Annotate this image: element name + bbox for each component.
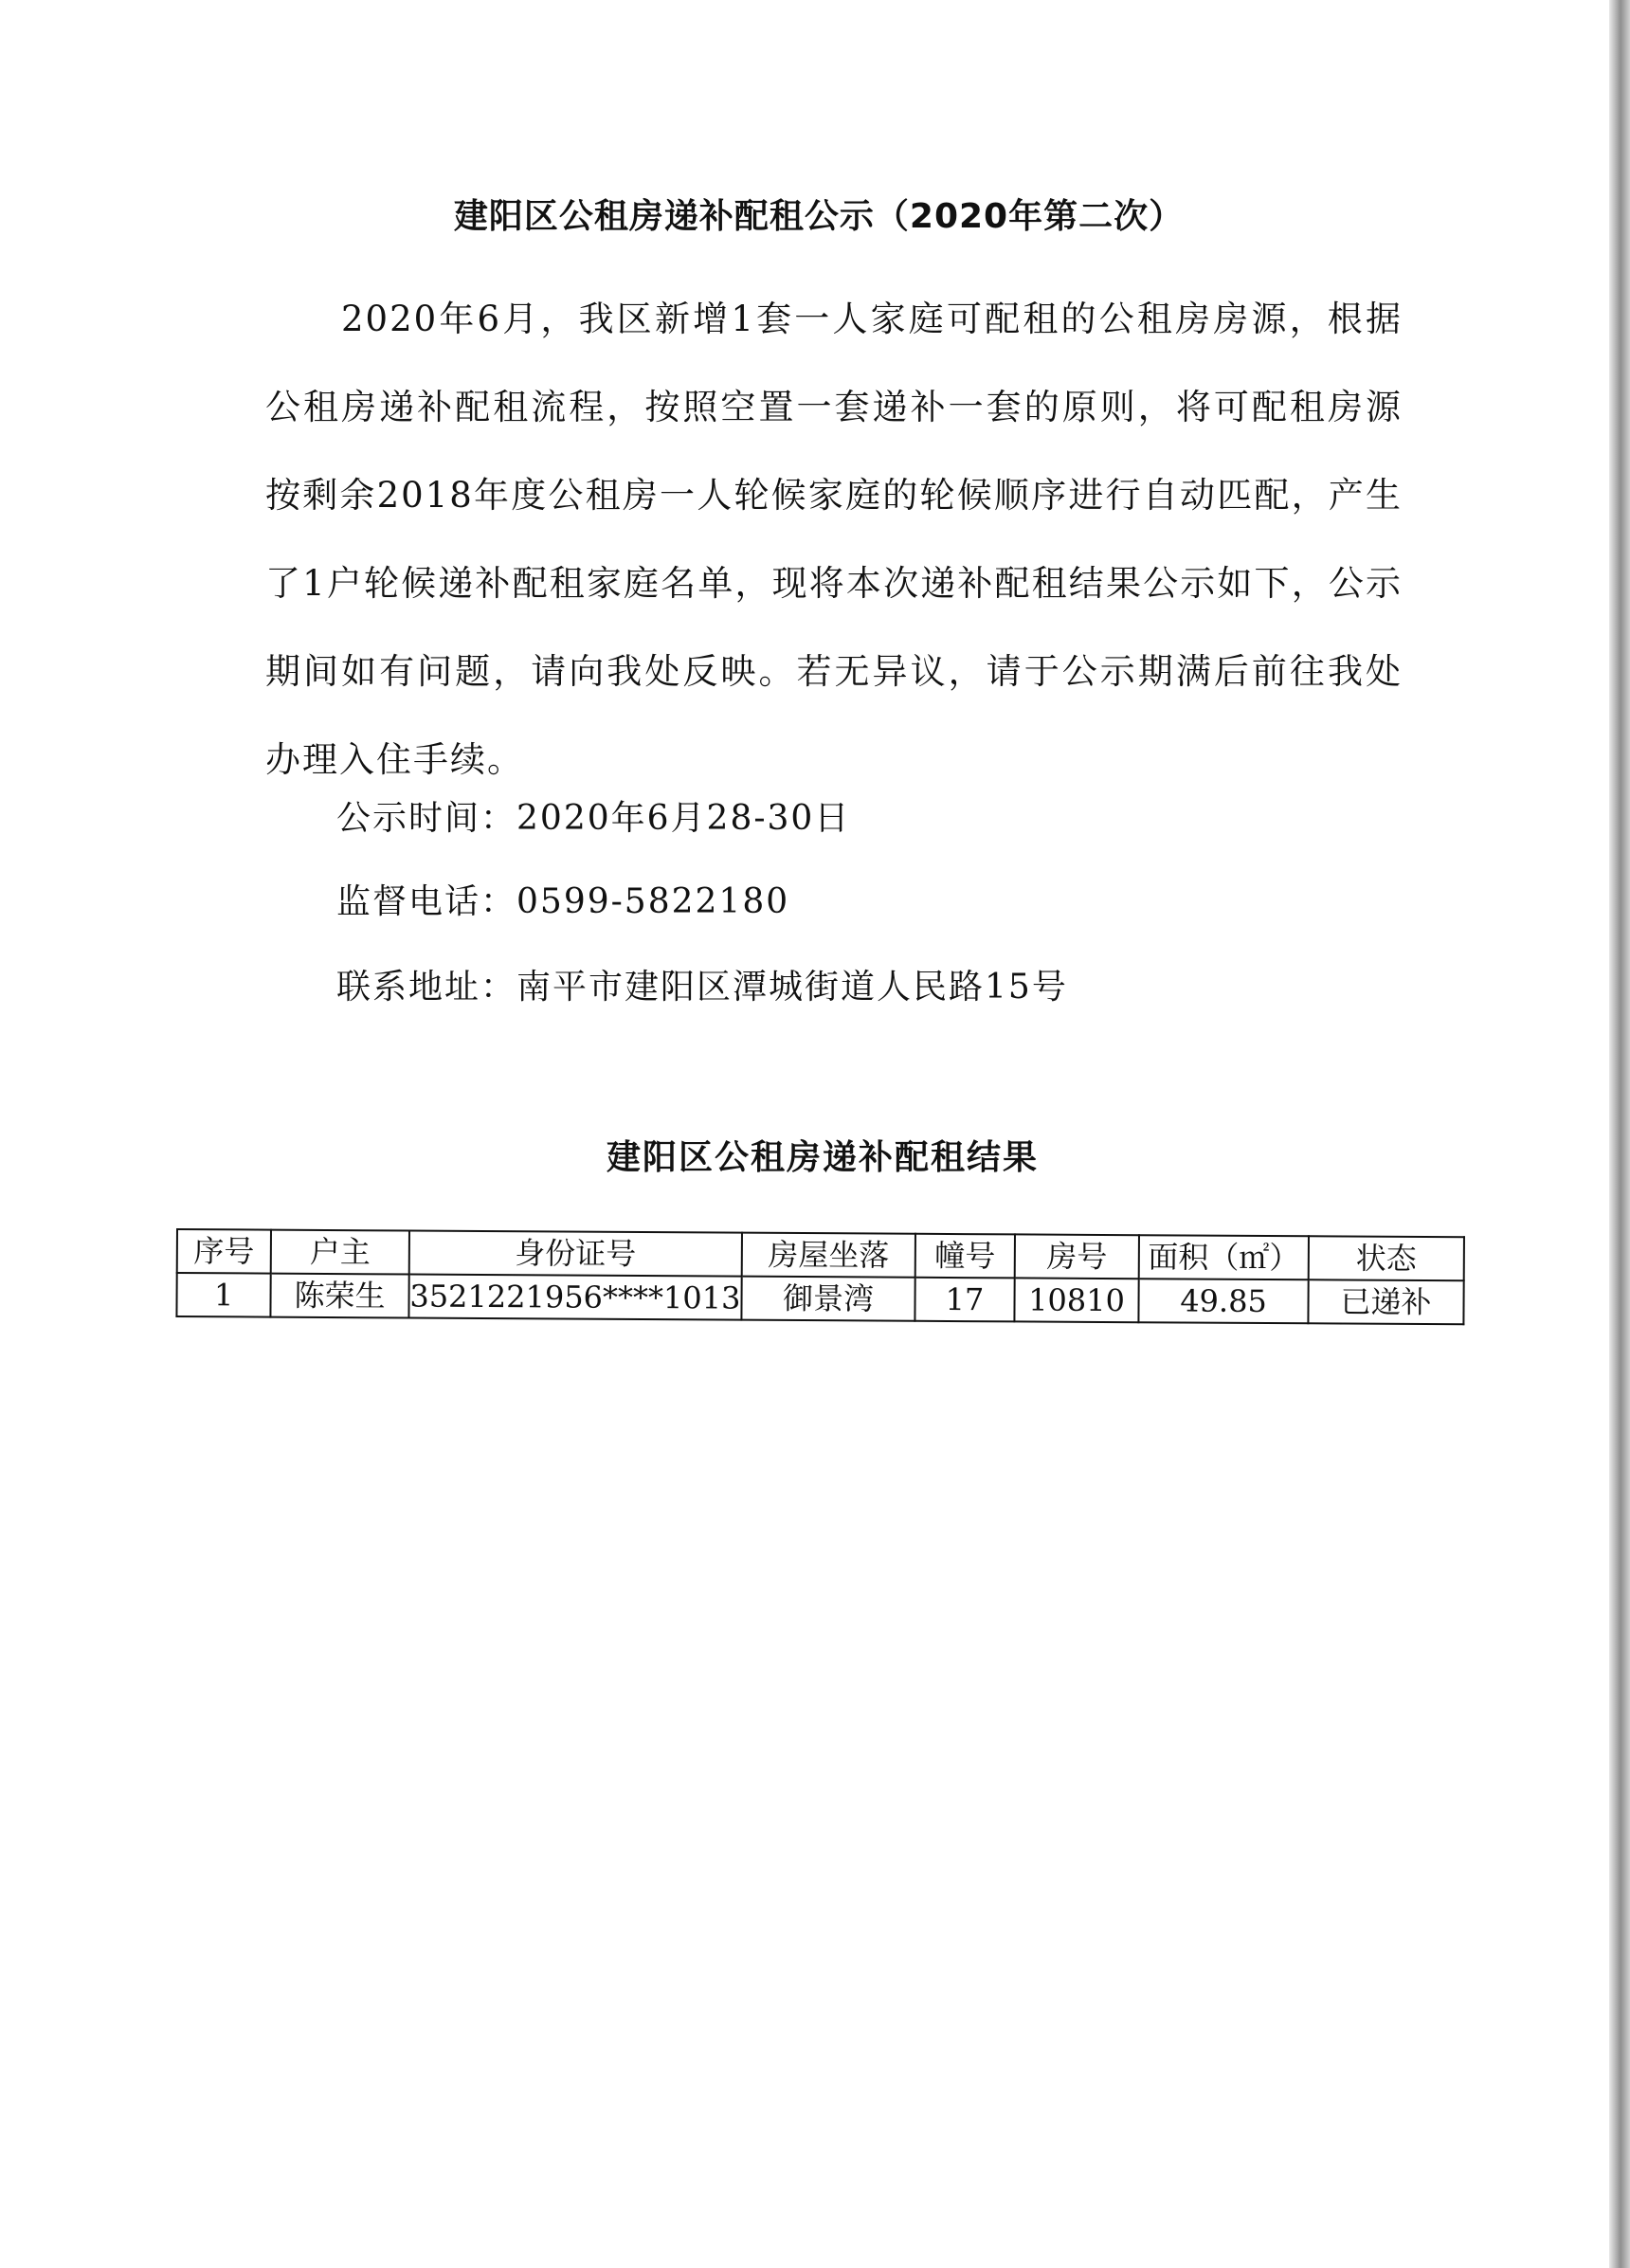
header-cell-room: 房号: [1014, 1234, 1139, 1279]
supervision-phone-label: 监督电话：: [336, 882, 517, 921]
header-cell-building: 幢号: [915, 1234, 1015, 1279]
header-cell-status: 状态: [1308, 1236, 1463, 1280]
header-cell-location: 房屋坐落: [742, 1233, 916, 1278]
result-table-title: 建阳区公租房递补配租结果: [606, 1137, 1039, 1177]
table-row: [176, 1273, 1463, 1324]
supervision-phone-line: [336, 875, 789, 923]
table-header-row: [177, 1229, 1464, 1280]
document-title: 建阳区公租房递补配租公示（2020年第二次）: [453, 197, 1185, 236]
cell-householder: 陈荣生: [270, 1274, 408, 1318]
header-cell-householder: 户主: [271, 1230, 409, 1275]
result-table: [175, 1228, 1465, 1325]
cell-location: 御景湾: [741, 1277, 915, 1321]
contact-address-label: 联系地址：: [336, 968, 517, 1007]
cell-index: 1: [176, 1273, 270, 1317]
scan-edge: [1609, 0, 1630, 2268]
publicity-time-value: 2020年6月28-30日: [516, 799, 851, 838]
publicity-time-label: 公示时间：: [336, 799, 517, 838]
cell-id-number: 3521221956****1013: [408, 1275, 741, 1320]
cell-room: 10810: [1014, 1278, 1139, 1322]
contact-address-line: [336, 960, 1068, 1008]
cell-status: 已递补: [1308, 1279, 1463, 1324]
cell-building: 17: [915, 1278, 1015, 1322]
header-cell-id-number: 身份证号: [409, 1231, 742, 1277]
publicity-time-line: [336, 791, 850, 840]
header-cell-area: 面积（㎡）: [1139, 1235, 1309, 1279]
supervision-phone-value: 0599-5822180: [516, 882, 790, 921]
cell-area: 49.85: [1139, 1279, 1309, 1323]
announcement-paragraph: 2020年6月，我区新增1套一人家庭可配租的公租房房源，根据公租房递补配租流程，按照空置一套递补一套的原则，将可配租房源按剩余2018年度公租房一人轮候家庭的轮候顺序进行自动匹配，产生了1户轮候递补配租家庭名单，现将本次递补配租结果公示如下，公示期间如有问题，请向我处反映。若无异议，请于公示期满后前往我处办理入住手续。: [265, 299, 1403, 780]
contact-address-value: 南平市建阳区潭城街道人民路15号: [516, 968, 1068, 1007]
header-cell-index: 序号: [177, 1229, 271, 1274]
